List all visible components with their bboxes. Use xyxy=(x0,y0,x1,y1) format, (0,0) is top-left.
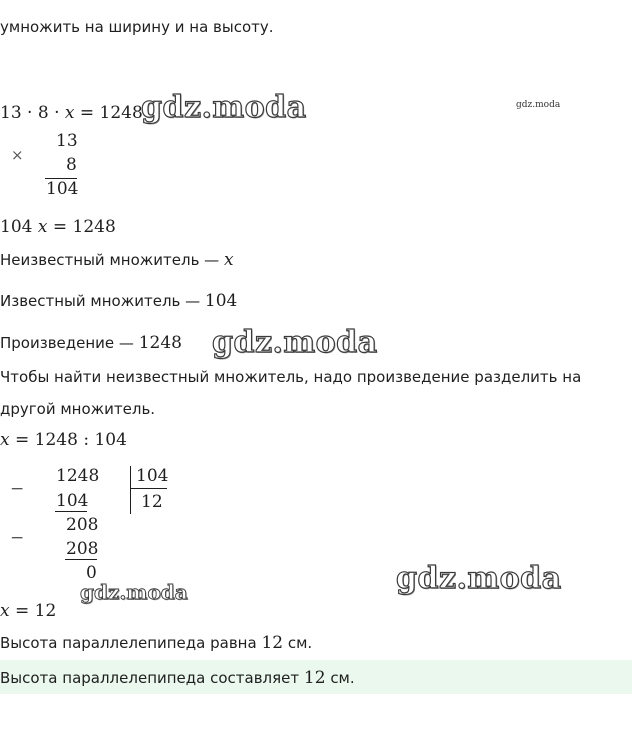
division-dividend: 1248 xyxy=(56,466,100,486)
height-line: Высота параллелепипеда равна 12 см. xyxy=(0,633,313,653)
division-minus-1: − xyxy=(10,479,25,499)
equation-2: 104 x = 1248 xyxy=(0,217,116,237)
watermark-logo: gdz.moda xyxy=(212,325,378,360)
rule-line-2: другой множитель. xyxy=(0,400,156,418)
rule-line-1: Чтобы найти неизвестный множитель, надо произведение разделить на xyxy=(0,368,582,386)
watermark-logo-small: gdz.moda xyxy=(516,100,561,110)
division-final: 0 xyxy=(86,563,97,583)
known-factor-line: Известный множитель — 104 xyxy=(0,291,238,311)
result-equation: x = 12 xyxy=(0,601,57,621)
division-sub-1-underline xyxy=(55,511,87,512)
mult-factor-b: 8 xyxy=(66,155,77,175)
mult-result: 104 xyxy=(46,179,79,199)
division-sub-1: 104 xyxy=(56,491,89,511)
division-quotient: 12 xyxy=(141,492,163,512)
unknown-factor-line: Неизвестный множитель — x xyxy=(0,250,234,270)
division-remainder-1: 208 xyxy=(66,515,99,535)
equation-3: x = 1248 : 104 xyxy=(0,430,127,450)
equation-1: 13 · 8 · x = 1248 xyxy=(0,103,143,123)
watermark-logo: gdz.moda xyxy=(80,580,188,604)
mult-sign: × xyxy=(11,146,24,164)
division-divisor: 104 xyxy=(136,466,169,486)
division-sub-2-underline xyxy=(65,559,97,560)
division-divisor-line xyxy=(131,488,167,489)
watermark-logo: gdz.moda xyxy=(396,561,562,596)
division-sub-2: 208 xyxy=(66,539,99,559)
division-minus-2: − xyxy=(10,528,25,548)
intro-line-cropped xyxy=(0,0,160,7)
watermark-logo: gdz.moda xyxy=(141,90,307,125)
product-line: Произведение — 1248 xyxy=(0,333,182,353)
mult-factor-a: 13 xyxy=(56,131,78,151)
answer-line: Высота параллелепипеда составляет 12 см. xyxy=(0,668,355,688)
intro-line: умножить на ширину и на высоту. xyxy=(0,18,274,36)
division-bracket xyxy=(130,466,131,514)
